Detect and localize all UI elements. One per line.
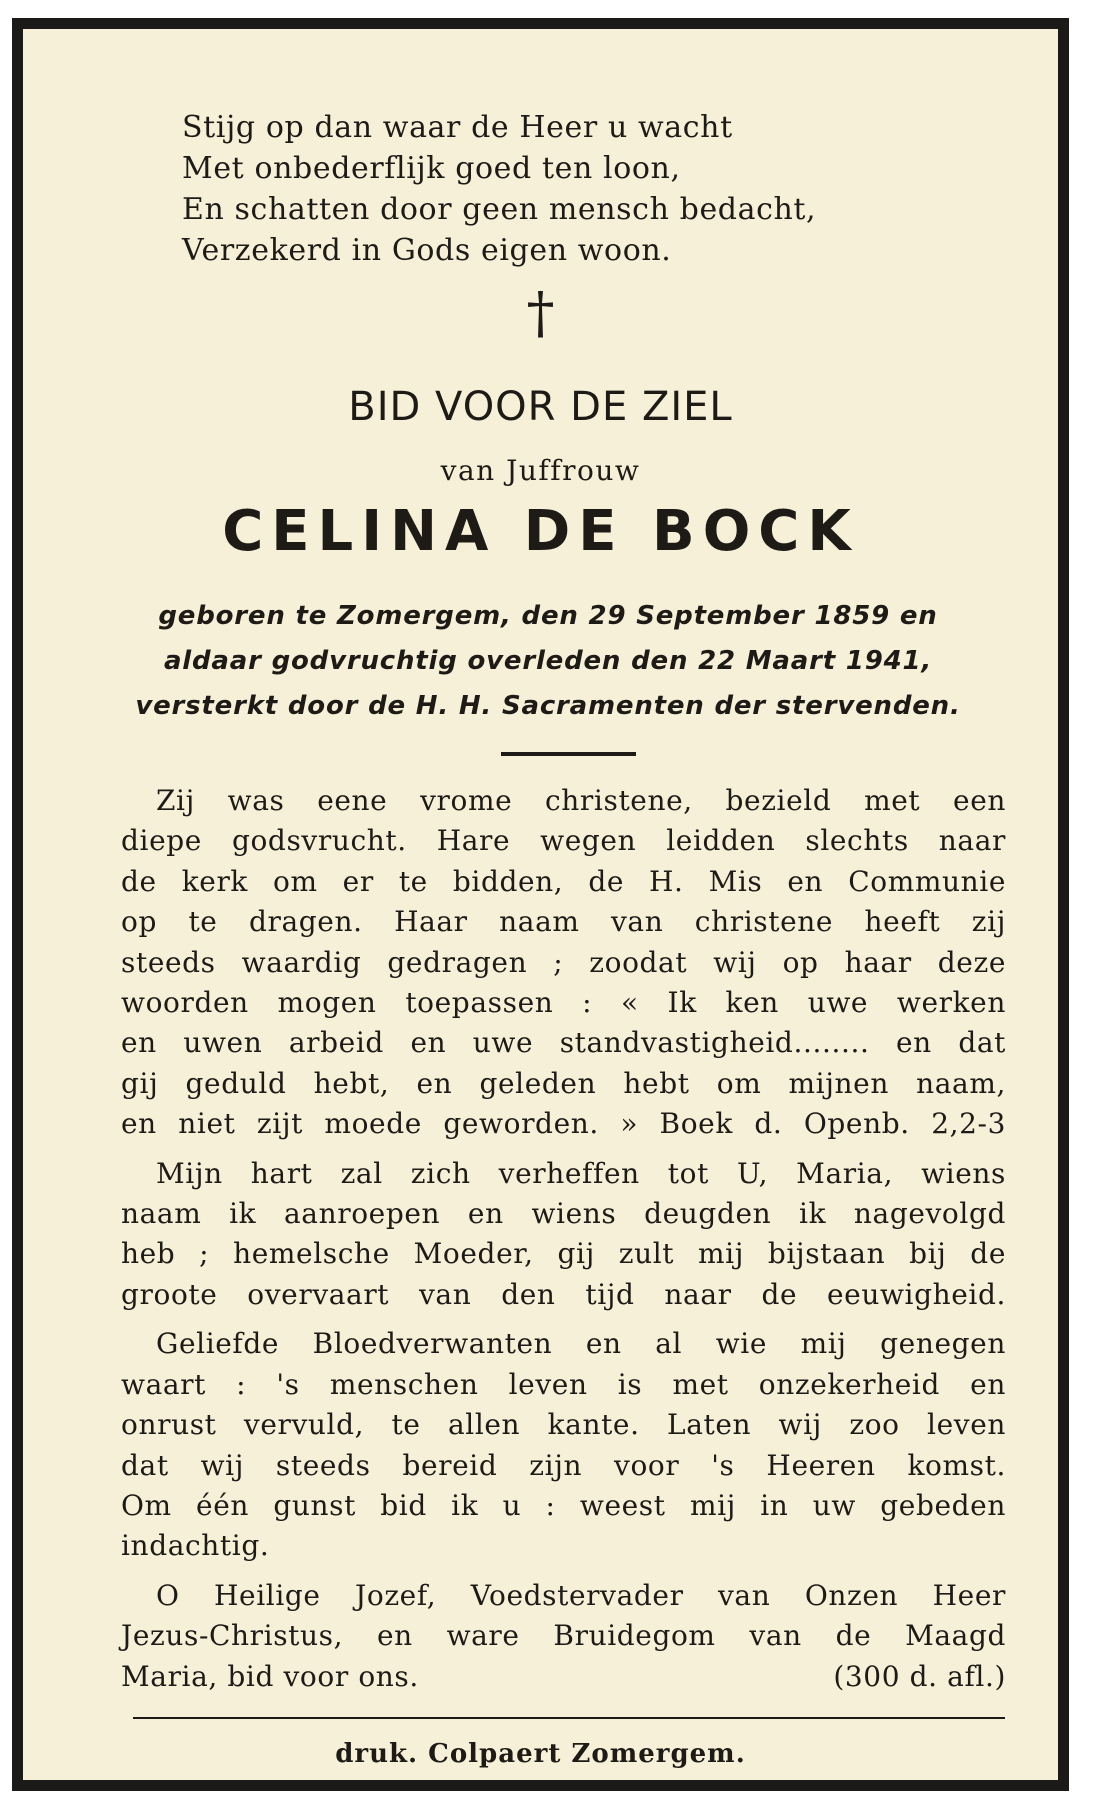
- paragraph-jozef: [121, 1576, 1006, 1697]
- poem-line: Stijg op dan waar de Heer u wacht: [182, 110, 733, 145]
- deceased-name: CELINA DE BOCK: [222, 499, 859, 564]
- text-line: Mijn hart zal zich verheffen tot U, Maria, wiens: [156, 1156, 1006, 1190]
- heading: BID VOOR DE ZIEL: [348, 384, 733, 430]
- body-text: [121, 781, 1006, 1706]
- text-line: indachtig.: [121, 1529, 270, 1563]
- memorial-card: [12, 18, 1069, 1791]
- text-line: naam ik aanroepen en wiens deugden ik nagevolgd: [121, 1197, 1006, 1231]
- text-line: Om één gunst bid ik u : weest mij in uw gebeden: [121, 1488, 1006, 1522]
- subheading: van Juffrouw: [440, 454, 641, 487]
- paragraph-maria: [121, 1154, 1006, 1316]
- paragraph-tribute: [121, 781, 1006, 1145]
- poem: [182, 107, 816, 271]
- poem-line: Verzekerd in Gods eigen woon.: [182, 233, 672, 268]
- text-line: Zij was eene vrome christene, bezield met een: [156, 784, 1006, 817]
- text-line: en uwen arbeid en uwe standvastigheid........ en dat: [121, 1026, 1006, 1060]
- text-line: steeds waardig gedragen ; zoodat wij op haar deze: [121, 945, 1006, 979]
- text-line: de kerk om er te bidden, de H. Mis en Communie: [121, 864, 1006, 898]
- card-content: [23, 29, 1058, 1780]
- printer-credit: druk. Colpaert Zomergem.: [335, 1739, 746, 1769]
- details-line: geboren te Zomergem, den 29 September 1859 en: [158, 601, 938, 631]
- poem-line: En schatten door geen mensch bedacht,: [182, 192, 817, 227]
- divider: [501, 752, 636, 756]
- details-line: aldaar godvruchtig overleden den 22 Maart 1941,: [163, 646, 933, 676]
- poem-line: Met onbederflijk goed ten loon,: [182, 151, 681, 186]
- text-line: onrust vervuld, te allen kante. Laten wij zoo leven: [121, 1408, 1006, 1442]
- text-line: diepe godsvrucht. Hare wegen leidden slechts naar: [121, 824, 1006, 858]
- text-line: gij geduld hebt, en geleden hebt om mijnen naam,: [121, 1066, 1006, 1100]
- birth-death-details: [118, 594, 978, 729]
- text-line: groote overvaart van den tijd naar de eeuwigheid.: [121, 1277, 1006, 1311]
- text-line: woorden mogen toepassen : « Ik ken uwe werken: [121, 986, 1006, 1020]
- text-line: waart : 's menschen leven is met onzekerheid en: [121, 1367, 1006, 1401]
- cross-icon: †: [526, 281, 555, 346]
- text-line: en niet zijt moede geworden. » Boek d. Openb. 2,2-3: [121, 1107, 1006, 1141]
- footer-divider: [133, 1717, 1005, 1719]
- details-line: versterkt door de H. H. Sacramenten der stervenden.: [135, 691, 961, 721]
- text-line-final: [121, 1657, 1006, 1697]
- text-line: heb ; hemelsche Moeder, gij zult mij bijstaan bij de: [121, 1237, 1006, 1271]
- text-line: Geliefde Bloedverwanten en al wie mij genegen: [156, 1327, 1006, 1361]
- paragraph-relatives: [121, 1324, 1006, 1566]
- text-line: op te dragen. Haar naam van christene heeft zij: [121, 905, 1006, 939]
- text-line: Jezus-Christus, en ware Bruidegom van de Maagd: [121, 1619, 1006, 1653]
- indulgence-note: (300 d. afl.): [833, 1659, 1006, 1693]
- text-line: dat wij steeds bereid zijn voor 's Heeren komst.: [121, 1448, 1006, 1482]
- prayer-closing: Maria, bid voor ons.: [121, 1659, 419, 1693]
- text-line: O Heilige Jozef, Voedstervader van Onzen Heer: [156, 1578, 1006, 1612]
